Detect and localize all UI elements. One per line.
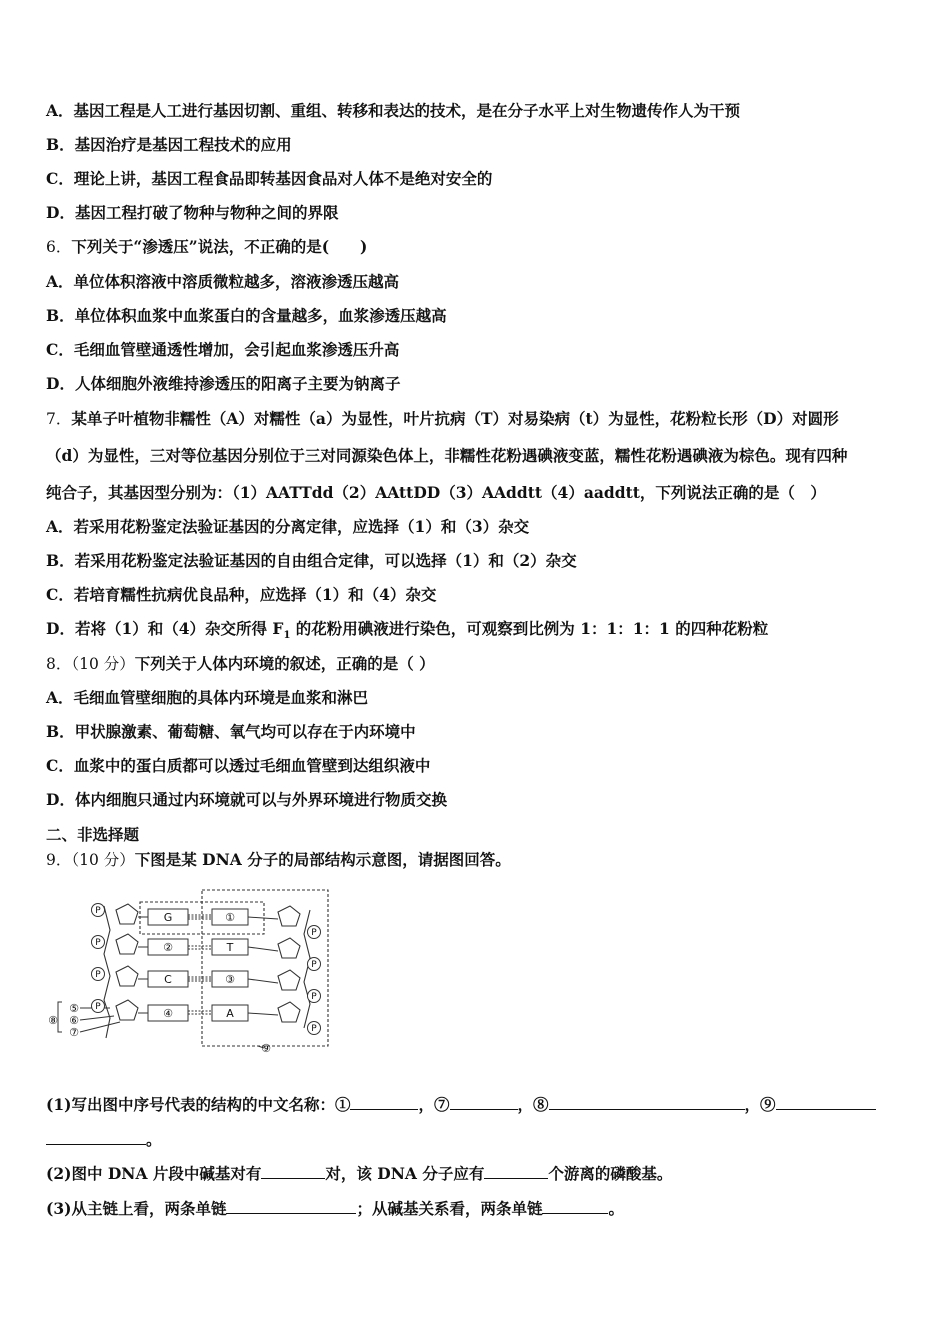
answer-blank[interactable] xyxy=(542,1199,608,1214)
answer-blank[interactable] xyxy=(776,1095,876,1110)
q8-option-d: D．体内细胞只通过内环境就可以与外界环境进行物质交换 xyxy=(46,790,447,809)
label-5: ⑤ xyxy=(69,1002,79,1015)
q7-stem-line1: 7．某单子叶植物非糯性（A）对糯性（a）为显性，叶片抗病（T）对易染病（t）为显性，花粉粒长形（D）对圆形 xyxy=(46,409,839,428)
answer-blank[interactable] xyxy=(226,1199,356,1214)
answer-blank[interactable] xyxy=(484,1164,548,1179)
base-label-right: A xyxy=(226,1007,234,1020)
q8-stem: 8．（10 分）下列关于人体内环境的叙述，正确的是（ ） xyxy=(46,654,435,673)
base-label-right: T xyxy=(226,941,234,954)
phosphate-label: P xyxy=(95,906,101,916)
phosphate-label: P xyxy=(95,970,101,980)
label-8: ⑧ xyxy=(48,1014,58,1027)
label-6: ⑥ xyxy=(69,1014,79,1027)
base-label-right: ① xyxy=(225,911,235,924)
deoxyribose-shape xyxy=(116,934,138,954)
q7-stem-line3: 纯合子，其基因型分别为：（1）AATTdd（2）AAttDD（3）AAddtt（4）aaddtt，下列说法正确的是（ ） xyxy=(46,483,826,502)
q9-sub1-line1: (1)写出图中序号代表的结构的中文名称：① ，⑦ ，⑧ ，⑨ xyxy=(46,1095,876,1115)
q5-option-a: A．基因工程是人工进行基因切割、重组、转移和表达的技术，是在分子水平上对生物遗传作人为干预 xyxy=(46,101,741,120)
answer-blank[interactable] xyxy=(350,1095,418,1110)
q7-stem-line2: （d）为显性，三对等位基因分别位于三对同源染色体上，非糯性花粉遇碘液变蓝，糯性花粉遇碘液为棕色。现有四种 xyxy=(46,446,848,465)
deoxyribose-shape xyxy=(116,904,138,924)
q5-option-d: D．基因工程打破了物种与物种之间的界限 xyxy=(46,203,339,222)
phosphate-label: P xyxy=(311,960,317,970)
q9-sub2: (2)图中 DNA 片段中碱基对有 对，该 DNA 分子应有 个游离的磷酸基。 xyxy=(46,1164,673,1183)
section-heading: 二、非选择题 xyxy=(46,825,140,844)
q5-option-b: B．基因治疗是基因工程技术的应用 xyxy=(46,135,292,154)
q7-option-d: D．若将（1）和（4）杂交所得 $F_1$ 的花粉用碘液进行染色，可观察到比例为 1：1：1：1 的四种花粉粒 xyxy=(46,619,769,642)
answer-blank[interactable] xyxy=(549,1095,745,1110)
base-label-left: G xyxy=(163,911,173,924)
q7-option-c: C．若培育糯性抗病优良品种，应选择（1）和（4）杂交 xyxy=(46,585,437,604)
q7-option-b: B．若采用花粉鉴定法验证基因的自由组合定律，可以选择（1）和（2）杂交 xyxy=(46,551,577,570)
phosphate-label: P xyxy=(311,928,317,938)
deoxyribose-shape xyxy=(278,906,300,926)
deoxyribose-shape xyxy=(278,938,300,958)
deoxyribose-shape xyxy=(278,970,300,990)
deoxyribose-shape xyxy=(116,1000,138,1020)
phosphate-label: P xyxy=(95,938,101,948)
q6-option-c: C．毛细血管壁通透性增加，会引起血浆渗透压升高 xyxy=(46,340,400,359)
q8-option-c: C．血浆中的蛋白质都可以透过毛细血管壁到达组织液中 xyxy=(46,756,431,775)
q9-sub3: (3)从主链上看，两条单链 ；从碱基关系看，两条单链 。 xyxy=(46,1199,624,1218)
left-backbone xyxy=(104,906,110,1038)
dna-structure-figure xyxy=(44,882,334,1058)
phosphate-label: P xyxy=(95,1002,101,1012)
q6-option-b: B．单位体积血浆中血浆蛋白的含量越多，血浆渗透压越高 xyxy=(46,306,447,325)
q7-option-a: A．若采用花粉鉴定法验证基因的分离定律，应选择（1）和（3）杂交 xyxy=(46,517,530,536)
answer-blank[interactable] xyxy=(46,1130,146,1145)
q8-option-b: B．甲状腺激素、葡萄糖、氧气均可以存在于内环境中 xyxy=(46,722,416,741)
base-label-left: ④ xyxy=(163,1007,173,1020)
q9-sub1-line2: 。 xyxy=(46,1130,162,1150)
label-9: ⑨ xyxy=(261,1042,271,1055)
q6-stem: 6．下列关于“渗透压”说法，不正确的是( ) xyxy=(46,237,368,256)
base-label-right: ③ xyxy=(225,973,235,986)
base-label-left: ② xyxy=(163,941,173,954)
q6-option-d: D．人体细胞外液维持渗透压的阳离子主要为钠离子 xyxy=(46,374,401,393)
phosphate-label: P xyxy=(311,1024,317,1034)
answer-blank[interactable] xyxy=(450,1095,518,1110)
label-7: ⑦ xyxy=(69,1026,79,1039)
deoxyribose-shape xyxy=(116,966,138,986)
q5-option-c: C．理论上讲，基因工程食品即转基因食品对人体不是绝对安全的 xyxy=(46,169,493,188)
answer-blank[interactable] xyxy=(261,1164,325,1179)
q6-option-a: A．单位体积溶液中溶质微粒越多，溶液渗透压越高 xyxy=(46,272,400,291)
q8-option-a: A．毛细血管壁细胞的具体内环境是血浆和淋巴 xyxy=(46,688,369,707)
phosphate-label: P xyxy=(311,992,317,1002)
base-label-left: C xyxy=(164,973,172,986)
q9-stem: 9．（10 分）下图是某 DNA 分子的局部结构示意图，请据图回答。 xyxy=(46,850,511,869)
deoxyribose-shape xyxy=(278,1002,300,1022)
